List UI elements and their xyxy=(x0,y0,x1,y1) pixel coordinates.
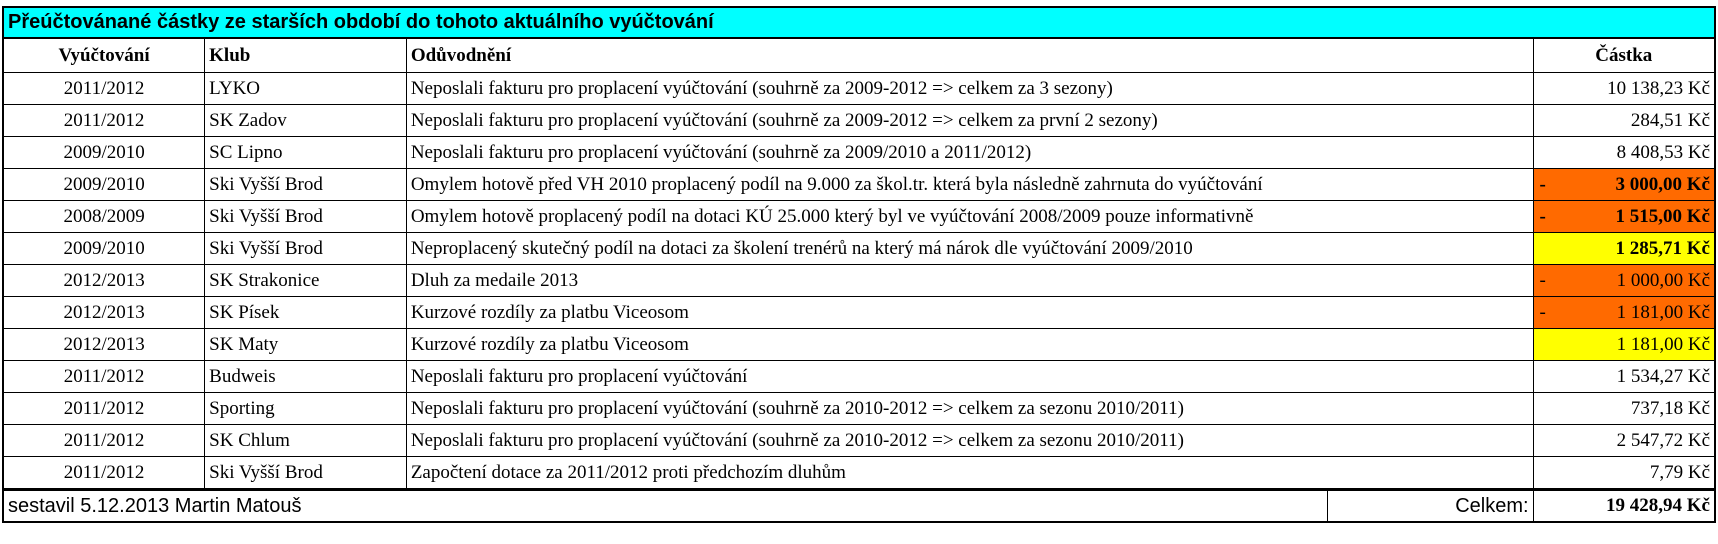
cell-reason: Neposlali fakturu pro proplacení vyúčtování xyxy=(406,361,1533,393)
cell-club: Ski Vyšší Brod xyxy=(205,169,407,201)
amount-value: 284,51 Kč xyxy=(1630,109,1710,131)
amount-value: 1 000,00 Kč xyxy=(1616,269,1710,291)
amount-value: 3 000,00 Kč xyxy=(1615,173,1710,195)
table-row xyxy=(3,425,1715,457)
amount-value: 1 534,27 Kč xyxy=(1616,365,1710,387)
amount-value: 10 138,23 Kč xyxy=(1607,77,1710,99)
cell-period: 2012/2013 xyxy=(3,329,205,361)
amount-value: 737,18 Kč xyxy=(1630,397,1710,419)
cell-reason: Neposlali fakturu pro proplacení vyúčtování (souhrně za 2010-2012 => celkem za sezonu 2010/2011) xyxy=(406,393,1533,425)
cell-amount xyxy=(1533,361,1715,393)
table-row xyxy=(3,457,1715,489)
footer-row xyxy=(3,490,1715,522)
cell-amount xyxy=(1533,297,1715,329)
cell-reason: Neposlali fakturu pro proplacení vyúčtování (souhrně za 2009-2012 => celkem za 3 sezony) xyxy=(406,73,1533,105)
cell-amount xyxy=(1533,105,1715,137)
cell-club: SC Lipno xyxy=(205,137,407,169)
cell-period: 2011/2012 xyxy=(3,361,205,393)
negative-sign: - xyxy=(1539,174,1546,195)
cell-period: 2009/2010 xyxy=(3,169,205,201)
spreadsheet xyxy=(2,6,1716,523)
cell-period: 2008/2009 xyxy=(3,201,205,233)
amount-value: 1 515,00 Kč xyxy=(1615,205,1710,227)
cell-club: SK Maty xyxy=(205,329,407,361)
table-row xyxy=(3,233,1715,265)
cell-reason: Započtení dotace za 2011/2012 proti předchozím dluhům xyxy=(406,457,1533,489)
cell-club: Sporting xyxy=(205,393,407,425)
cell-amount xyxy=(1533,457,1715,489)
cell-period: 2011/2012 xyxy=(3,73,205,105)
header-amount: Částka xyxy=(1533,39,1715,73)
accounts-table xyxy=(2,38,1716,489)
table-row xyxy=(3,265,1715,297)
cell-reason: Omylem hotově proplacený podíl na dotaci KÚ 25.000 který byl ve vyúčtování 2008/2009 pouze informativně xyxy=(406,201,1533,233)
cell-period: 2009/2010 xyxy=(3,233,205,265)
total-value: 19 428,94 Kč xyxy=(1533,490,1715,522)
cell-period: 2011/2012 xyxy=(3,393,205,425)
header-club: Klub xyxy=(205,39,407,73)
cell-amount xyxy=(1533,265,1715,297)
cell-club: SK Zadov xyxy=(205,105,407,137)
table-row xyxy=(3,201,1715,233)
negative-sign: - xyxy=(1539,206,1546,227)
table-row xyxy=(3,329,1715,361)
header-reason: Odůvodnění xyxy=(406,39,1533,73)
table-row xyxy=(3,361,1715,393)
amount-value: 2 547,72 Kč xyxy=(1616,429,1710,451)
cell-period: 2011/2012 xyxy=(3,105,205,137)
cell-period: 2012/2013 xyxy=(3,265,205,297)
footer-table xyxy=(2,489,1716,523)
cell-amount xyxy=(1533,393,1715,425)
table-row xyxy=(3,73,1715,105)
amount-value: 1 285,71 Kč xyxy=(1615,237,1710,259)
cell-period: 2011/2012 xyxy=(3,457,205,489)
total-label: Celkem: xyxy=(1327,490,1533,522)
cell-reason: Neposlali fakturu pro proplacení vyúčtování (souhrně za 2010-2012 => celkem za sezonu 2010/2011) xyxy=(406,425,1533,457)
cell-period: 2011/2012 xyxy=(3,425,205,457)
cell-reason: Kurzové rozdíly za platbu Viceosom xyxy=(406,329,1533,361)
cell-club: SK Chlum xyxy=(205,425,407,457)
amount-value: 8 408,53 Kč xyxy=(1616,141,1710,163)
amount-value: 1 181,00 Kč xyxy=(1616,333,1710,355)
cell-period: 2012/2013 xyxy=(3,297,205,329)
cell-amount xyxy=(1533,329,1715,361)
negative-sign: - xyxy=(1539,302,1546,323)
negative-sign: - xyxy=(1539,270,1546,291)
table-row xyxy=(3,393,1715,425)
table-row xyxy=(3,297,1715,329)
cell-reason: Kurzové rozdíly za platbu Viceosom xyxy=(406,297,1533,329)
cell-reason: Neposlali fakturu pro proplacení vyúčtování (souhrně za 2009/2010 a 2011/2012) xyxy=(406,137,1533,169)
cell-amount xyxy=(1533,425,1715,457)
cell-club: Budweis xyxy=(205,361,407,393)
cell-reason: Neproplacený skutečný podíl na dotaci za školení trenérů na který má nárok dle vyúčtování 2009/2010 xyxy=(406,233,1533,265)
cell-amount xyxy=(1533,169,1715,201)
cell-club: SK Strakonice xyxy=(205,265,407,297)
cell-club: SK Písek xyxy=(205,297,407,329)
amount-value: 1 181,00 Kč xyxy=(1616,301,1710,323)
table-row xyxy=(3,169,1715,201)
cell-amount xyxy=(1533,73,1715,105)
table-row xyxy=(3,105,1715,137)
cell-club: Ski Vyšší Brod xyxy=(205,201,407,233)
cell-reason: Dluh za medaile 2013 xyxy=(406,265,1533,297)
header-row xyxy=(3,39,1715,73)
header-period: Vyúčtování xyxy=(3,39,205,73)
cell-club: LYKO xyxy=(205,73,407,105)
table-row xyxy=(3,137,1715,169)
amount-value: 7,79 Kč xyxy=(1649,461,1710,483)
author-note: sestavil 5.12.2013 Martin Matouš xyxy=(3,490,1327,522)
cell-amount xyxy=(1533,233,1715,265)
cell-amount xyxy=(1533,201,1715,233)
cell-club: Ski Vyšší Brod xyxy=(205,457,407,489)
cell-reason: Omylem hotově před VH 2010 proplacený podíl na 9.000 za škol.tr. která byla následně zahrnuta do vyúčtování xyxy=(406,169,1533,201)
cell-amount xyxy=(1533,137,1715,169)
sheet-title: Přeúčtovánané částky ze starších období do tohoto aktuálního vyúčtování xyxy=(2,6,1716,38)
cell-club: Ski Vyšší Brod xyxy=(205,233,407,265)
cell-reason: Neposlali fakturu pro proplacení vyúčtování (souhrně za 2009-2012 => celkem za první 2 sezony) xyxy=(406,105,1533,137)
cell-period: 2009/2010 xyxy=(3,137,205,169)
